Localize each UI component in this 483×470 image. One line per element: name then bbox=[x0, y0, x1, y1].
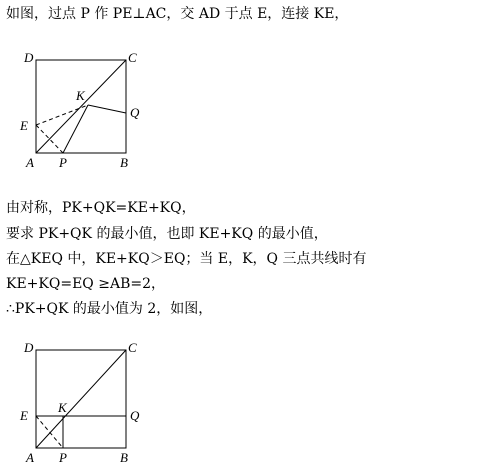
label-b: B bbox=[120, 155, 128, 170]
label-p: P bbox=[59, 155, 67, 170]
text-line-3: 要求 PK+QK 的最小值，也即 KE+KQ 的最小值， bbox=[6, 226, 328, 242]
label-c: C bbox=[128, 50, 137, 65]
label-e: E bbox=[20, 118, 28, 133]
label-e: E bbox=[20, 408, 28, 423]
label-a: A bbox=[26, 155, 34, 170]
segment-kq bbox=[88, 105, 126, 113]
label-q: Q bbox=[130, 105, 140, 120]
label-d: D bbox=[24, 50, 34, 65]
figure-1 bbox=[0, 40, 160, 180]
diagonal-ac bbox=[36, 60, 126, 153]
text-line-1: 如图，过点 P 作 PE⊥AC，交 AD 于点 E，连接 KE， bbox=[6, 6, 349, 22]
diagonal-ac bbox=[36, 350, 126, 448]
text-line-5: KE+KQ=EQ ≥AB=2， bbox=[6, 276, 165, 292]
label-c: C bbox=[128, 340, 137, 355]
text-line-2: 由对称，PK+QK=KE+KQ， bbox=[6, 200, 196, 216]
label-p: P bbox=[59, 450, 67, 465]
label-k: K bbox=[76, 88, 85, 103]
label-d: D bbox=[24, 340, 34, 355]
figure-2 bbox=[0, 330, 160, 470]
label-a: A bbox=[26, 450, 34, 465]
label-q: Q bbox=[130, 408, 140, 423]
label-b: B bbox=[120, 450, 128, 465]
label-k: K bbox=[58, 400, 67, 415]
text-line-4: 在△KEQ 中，KE+KQ＞EQ；当 E，K，Q 三点共线时有 bbox=[6, 251, 367, 267]
text-line-6: ∴PK+QK 的最小值为 2，如图， bbox=[6, 301, 213, 317]
